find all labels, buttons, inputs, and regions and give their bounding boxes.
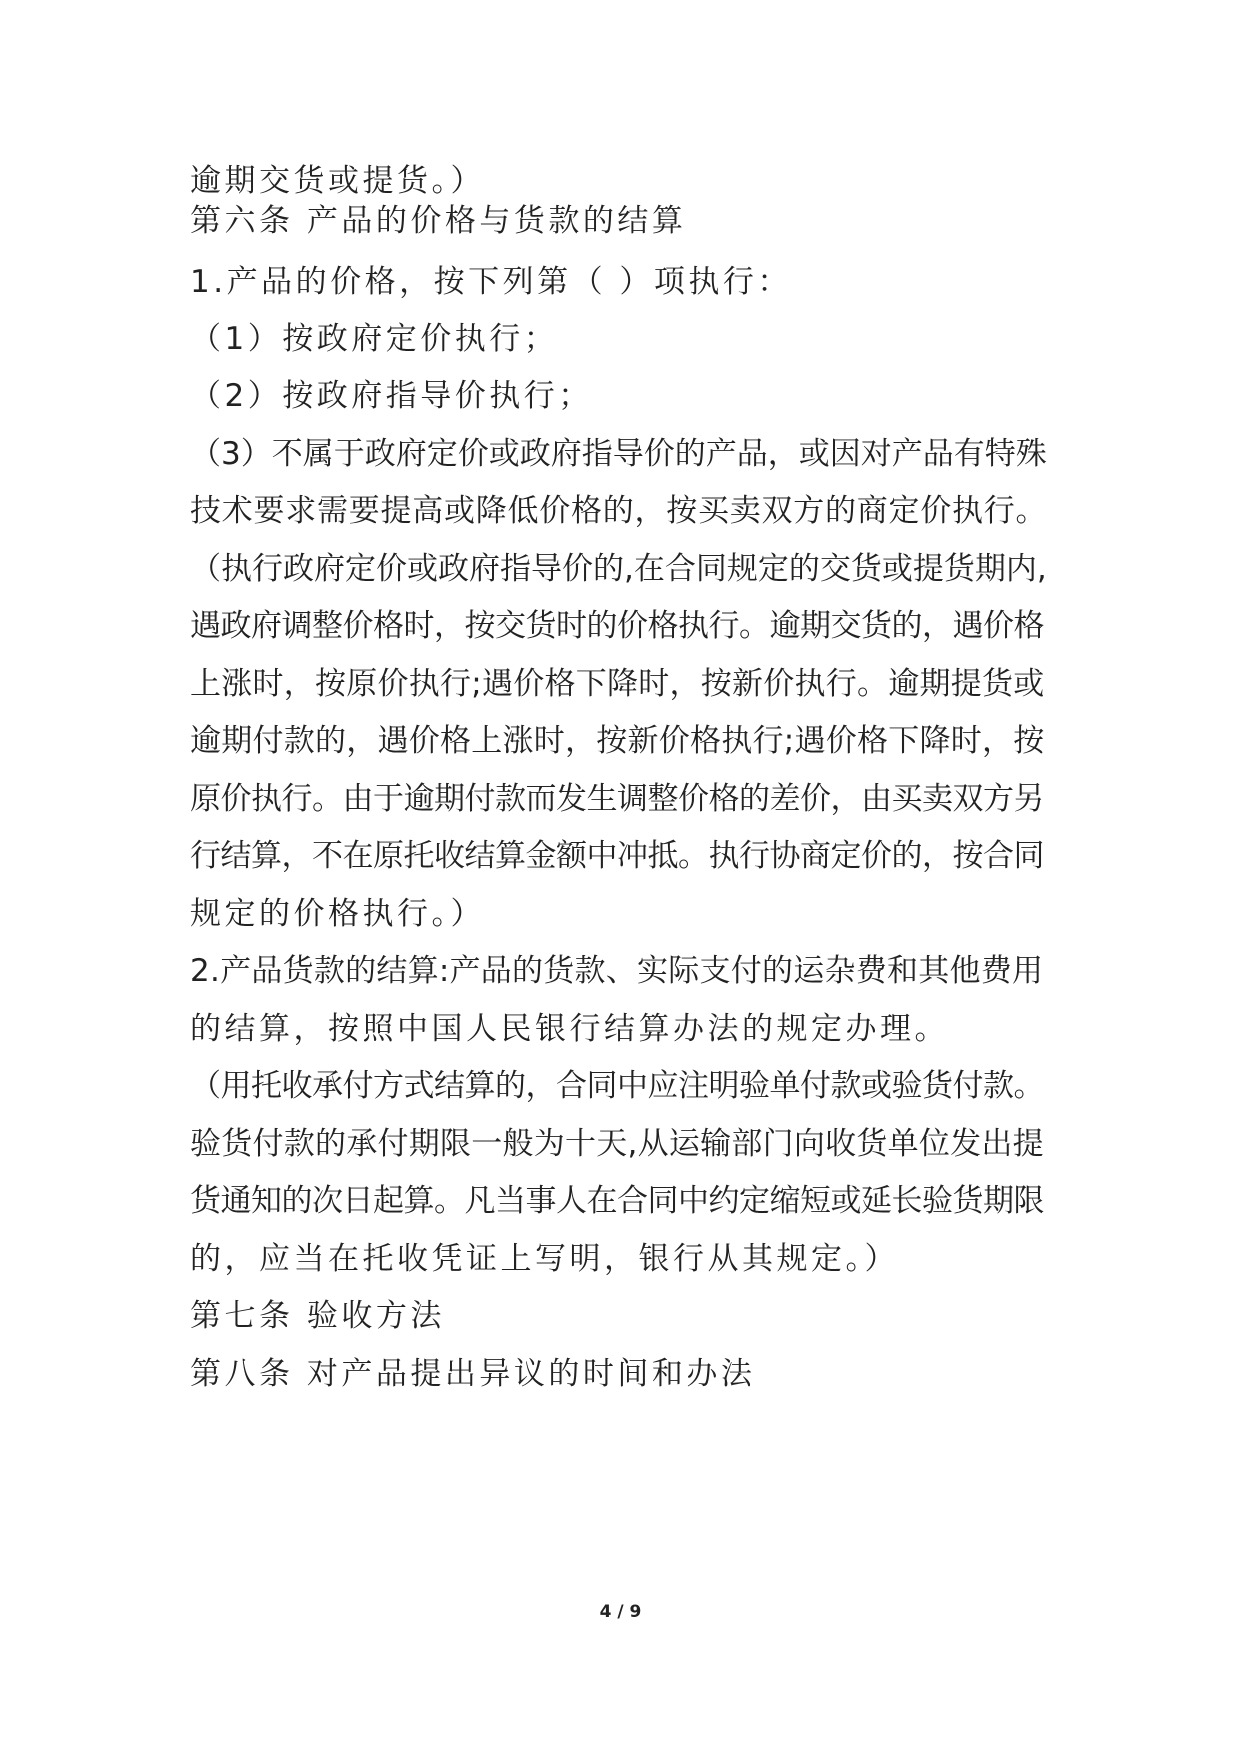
text-line: 技术要求需要提高或降低价格的，按买卖双方的商定价执行。 <box>190 493 1048 529</box>
text-line: 遇政府调整价格时，按交货时的价格执行。逾期交货的，遇价格 <box>190 608 1044 644</box>
text-line: 2.产品货款的结算:产品的货款、实际支付的运杂费和其他费用 <box>190 953 1044 989</box>
text-line: 1.产品的价格，按下列第（ ）项执行： <box>190 264 792 300</box>
section-heading: 第八条 对产品提出异议的时间和办法 <box>190 1356 756 1392</box>
text-line: 行结算，不在原托收结算金额中冲抵。执行协商定价的，按合同 <box>190 838 1044 874</box>
section-heading: 第六条 产品的价格与货款的结算 <box>190 203 687 239</box>
text-line: 的结算，按照中国人民银行结算办法的规定办理。 <box>190 1011 949 1047</box>
text-line: 验货付款的承付期限一般为十天,从运输部门向收货单位发出提 <box>190 1126 1044 1162</box>
text-line: 逾期付款的，遇价格上涨时，按新价格执行;遇价格下降时，按 <box>190 723 1045 759</box>
text-line: 逾期交货或提货。） <box>190 163 485 199</box>
section-heading: 第七条 验收方法 <box>190 1298 445 1334</box>
text-line: （执行政府定价或政府指导价的,在合同规定的交货或提货期内, <box>190 551 1047 587</box>
text-line: 货通知的次日起算。凡当事人在合同中约定缩短或延长验货期限 <box>190 1183 1044 1219</box>
page-number: 4 / 9 <box>599 1602 642 1622</box>
text-line: 上涨时，按原价执行;遇价格下降时，按新价执行。逾期提货或 <box>190 666 1045 702</box>
text-line: （用托收承付方式结算的，合同中应注明验单付款或验货付款。 <box>190 1068 1044 1104</box>
list-item: （1）按政府定价执行； <box>190 321 559 357</box>
text-line: 原价执行。由于逾期付款而发生调整价格的差价，由买卖双方另 <box>190 781 1044 817</box>
list-item: （2）按政府指导价执行； <box>190 378 593 414</box>
list-item: （3）不属于政府定价或政府指导价的产品，或因对产品有特殊 <box>190 436 1047 472</box>
text-line: 的，应当在托收凭证上写明，银行从其规定。） <box>190 1241 899 1277</box>
text-line: 规定的价格执行。） <box>190 896 485 932</box>
